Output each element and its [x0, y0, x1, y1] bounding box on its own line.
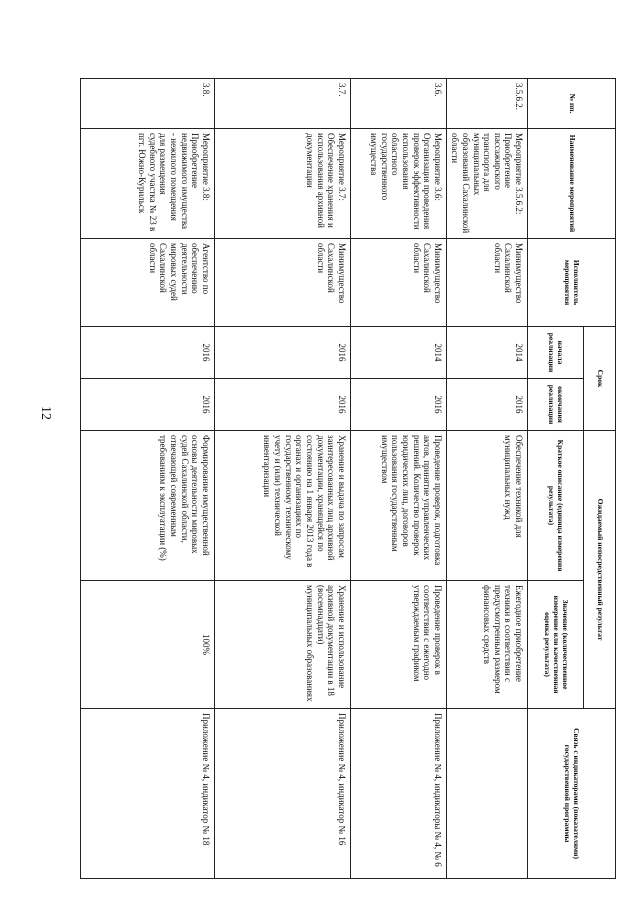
table-row — [446, 79, 527, 879]
cell-start: 2016 — [80, 327, 214, 379]
header-term-end: окончания реализации — [528, 379, 584, 431]
cell-end: 2016 — [80, 379, 214, 431]
header-term-start: начала реализации — [528, 327, 584, 379]
header-link: Связь с индикаторами (показателями) государственной программы — [528, 709, 616, 879]
cell-value: 100% — [80, 581, 214, 709]
cell-name: Мероприятие 3.7: Обеспечение хранения и использования архивной документации — [214, 129, 350, 239]
cell-end: 2016 — [214, 379, 350, 431]
cell-value: Проведение проверок в соответствии с ежегодно утверждаемым графиком — [350, 581, 446, 709]
cell-desc: Проведение проверок, подготовка актов, принятие управленческих решений. Количество проверок юридических лиц, договоров пользования государственным имуществом — [350, 431, 446, 581]
cell-name: Мероприятие 3.8: Приобретение недвижимого имущества - нежилого помещения для размещения судебного участка № 23 в пгт. Южно-Курильск — [80, 129, 214, 239]
cell-link: Приложение № 4, индикаторы № 4, № 6 — [350, 709, 446, 879]
cell-start: 2014 — [350, 327, 446, 379]
header-result: Ожидаемый непосредственный результат — [584, 431, 616, 709]
header-term: Срок — [584, 327, 616, 431]
cell-executor: Минимущество Сахалинской области — [350, 239, 446, 327]
cell-num: 3.5.6.2. — [446, 79, 527, 129]
cell-executor: Минимущество Сахалинской области — [446, 239, 527, 327]
cell-start: 2016 — [214, 327, 350, 379]
cell-name: Мероприятие 3.6: Организация проведения проверок эффективности использования областного государственного имущества — [350, 129, 446, 239]
cell-num: 3.8. — [80, 79, 214, 129]
cell-desc: Формирование имущественной основы деятельности мировых судей Сахалинской области, отвечающей современным требованиям к эксплуатации (%) — [80, 431, 214, 581]
cell-desc: Хранение и выдача по запросам заинтересованных лиц архивной документации, хранящейся по состоянию на 1 января 2013 года в органах и организациях по государственному техническому учету и (или) технической инвентаризации — [214, 431, 350, 581]
rotated-page-content — [84, 78, 616, 878]
cell-desc: Обеспечение техникой для муниципальных нужд — [446, 431, 527, 581]
cell-value: Хранение и использование архивной документации в 18 (восемнадцати) муниципальных образованиях — [214, 581, 350, 709]
header-result-desc: Краткое описание (единица измерения результата) — [528, 431, 584, 581]
table-row — [214, 79, 350, 879]
cell-link: Приложение № 4, индикатор № 18 — [80, 709, 214, 879]
header-executor: Исполнитель мероприятия — [528, 239, 616, 327]
cell-value: Ежегодное приобретение техники в соответствии с предусмотренным размером финансовых средств — [446, 581, 527, 709]
header-result-value: Значение (количественное измерение или качественная оценка результата) — [528, 581, 584, 709]
cell-num: 3.7. — [214, 79, 350, 129]
header-num: № пп. — [528, 79, 616, 129]
cell-name: Мероприятие 3.5.6.2: Приобретение пассажирского транспорта для муниципальных образований Сахалинской области — [446, 129, 527, 239]
cell-link — [446, 709, 527, 879]
cell-end: 2016 — [446, 379, 527, 431]
activities-table — [80, 78, 616, 879]
header-name: Наименование мероприятий — [528, 129, 616, 239]
cell-end: 2016 — [350, 379, 446, 431]
cell-executor: Агентство по обеспечению деятельности мировых судей Сахалинской области — [80, 239, 214, 327]
table-row — [80, 79, 214, 879]
cell-start: 2014 — [446, 327, 527, 379]
table-row — [350, 79, 446, 879]
cell-executor: Минимущество Сахалинской области — [214, 239, 350, 327]
cell-link: Приложение № 4, индикатор № 16 — [214, 709, 350, 879]
page-number: 12 — [38, 406, 53, 420]
cell-num: 3.6. — [350, 79, 446, 129]
